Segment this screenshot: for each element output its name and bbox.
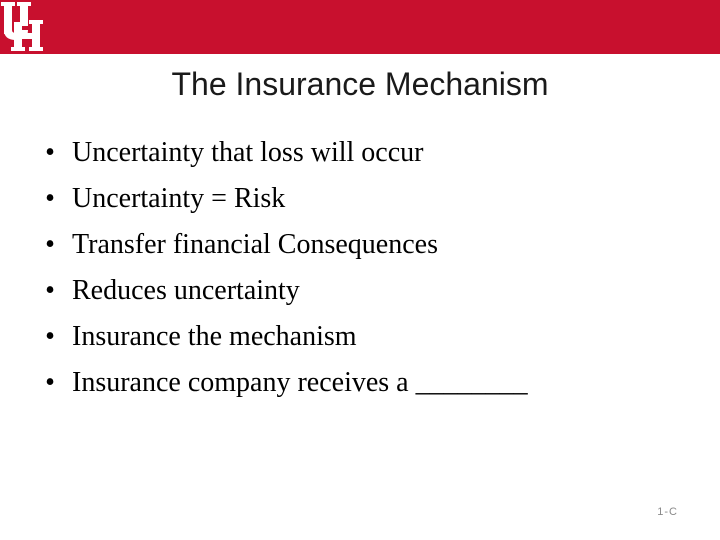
page-number: 1-C [657,506,678,518]
bullet-item [40,132,700,178]
slide-title: The Insurance Mechanism [171,66,549,102]
bullet-text: Uncertainty = Risk [72,183,286,214]
bullet-item [40,178,700,224]
bullet-dot-icon: • [45,275,55,306]
bullet-text: Uncertainty that loss will occur [72,137,424,168]
bullet-item [40,270,700,316]
bullet-text: Transfer financial Consequences [72,229,438,260]
bullet-dot-icon: • [45,229,55,260]
bullet-dot-icon: • [45,137,55,168]
header-bar [0,0,720,54]
bullet-item [40,316,700,362]
bullet-text: Reduces uncertainty [72,275,300,306]
bullet-item [40,362,700,408]
bullet-dot-icon: • [45,183,55,214]
bullet-item [40,224,700,270]
bullet-dot-icon: • [45,321,55,352]
bullet-dot-icon: • [45,367,55,398]
bullet-text: Insurance the mechanism [72,321,357,352]
bullet-text: Insurance company receives a ________ [72,367,528,398]
bullet-list [40,132,700,408]
uh-logo-icon [0,0,46,54]
